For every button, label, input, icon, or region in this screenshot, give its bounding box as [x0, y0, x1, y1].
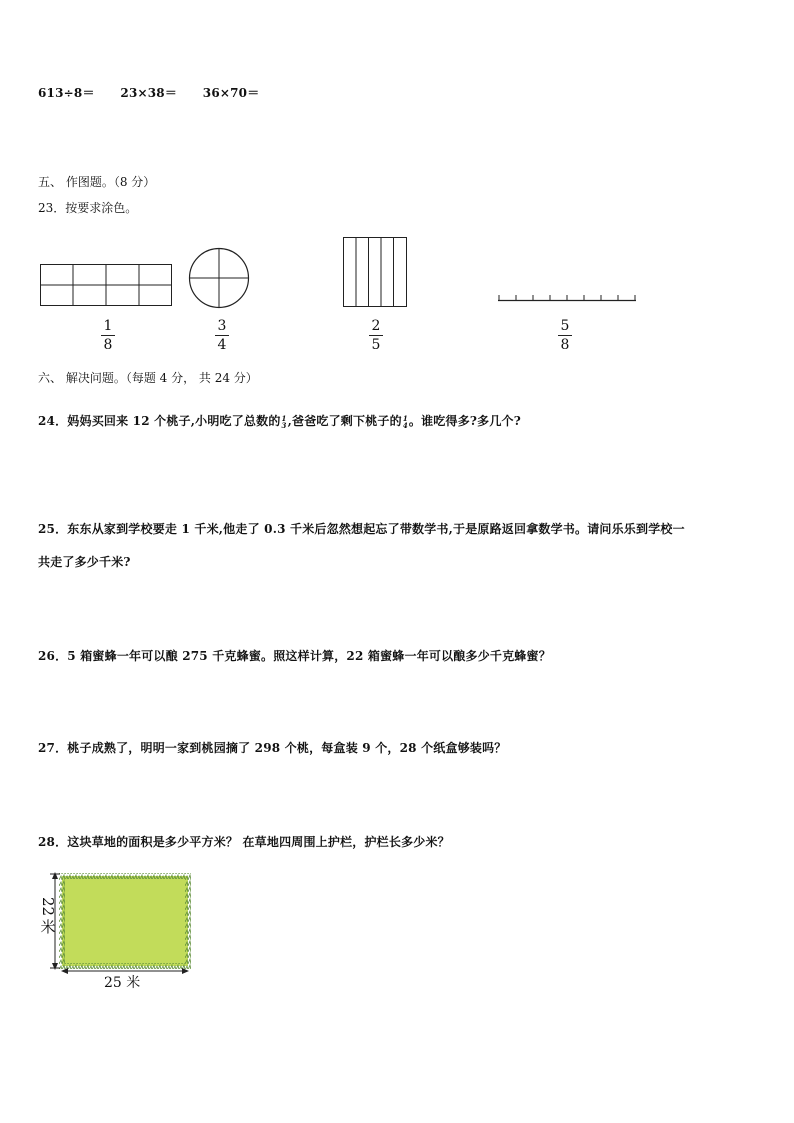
- question-25-line-2: 共走了多少千米?: [38, 555, 131, 569]
- question-27: 27．桃子成熟了，明明一家到桃园摘了 298 个桃，每盒装 9 个，28 个纸盒够装吗？: [38, 741, 507, 755]
- question-25-line-1: 25．东东从家到学校要走 1 千米,他走了 0.3 千米后忽然想起忘了带数学书,于是原路返回拿数学书。请问乐乐到学校一: [38, 522, 685, 536]
- fraction-label: [96, 318, 120, 353]
- fraction-denominator: 8: [103, 337, 113, 353]
- inline-fraction-denominator: 3: [281, 420, 287, 430]
- fraction-bar: [101, 335, 115, 336]
- fraction-numerator: 5: [560, 318, 570, 334]
- striped-rectangle-outline: [344, 238, 407, 307]
- fraction-bar: [369, 335, 383, 336]
- fraction-denominator: 4: [217, 337, 227, 353]
- q24-part1: 24．妈妈买回来 12 个桃子,小明吃了总数的: [38, 414, 281, 428]
- lawn-width-label: 25 米: [104, 975, 141, 991]
- q24-part3: 。谁吃得多?多几个?: [408, 414, 521, 428]
- inline-fraction: [403, 415, 408, 429]
- calc-item: 36×70＝: [202, 86, 260, 100]
- segmented-line-figure[interactable]: [498, 292, 638, 304]
- inline-fraction-denominator: 4: [402, 420, 408, 430]
- lawn-height-label: [40, 896, 56, 936]
- inline-fraction: [282, 415, 287, 429]
- quartered-circle-figure[interactable]: [188, 247, 250, 309]
- arrow-up-icon: [52, 872, 58, 879]
- question-28: 28．这块草地的面积是多少平方米？ 在草地四周围上护栏，护栏长多少米？: [38, 835, 450, 849]
- fraction-label: [553, 318, 577, 353]
- question-23: 23．按要求涂色。: [38, 201, 138, 215]
- section-6-title: 六、 解决问题。（每题 4 分， 共 24 分）: [38, 371, 258, 385]
- fraction-denominator: 5: [371, 337, 381, 353]
- fraction-numerator: 1: [103, 318, 113, 334]
- fraction-bar: [215, 335, 229, 336]
- question-24: [38, 412, 521, 429]
- inline-fraction-numerator: 1: [281, 413, 287, 423]
- fraction-numerator: 2: [371, 318, 381, 334]
- q24-part2: ,爸爸吃了剩下桃子的: [287, 414, 402, 428]
- fraction-bar: [558, 335, 572, 336]
- grid-rectangle-figure[interactable]: [40, 264, 172, 306]
- inline-fraction-numerator: 1: [402, 413, 408, 423]
- calc-item: 23×38＝: [120, 86, 178, 100]
- striped-rectangle-figure[interactable]: [343, 237, 407, 307]
- lawn-figure: [38, 868, 188, 986]
- calculation-row: [38, 84, 259, 101]
- section-5-title: 五、 作图题。（8 分）: [38, 175, 156, 189]
- height-unit: 米: [40, 918, 56, 936]
- fraction-denominator: 8: [560, 337, 570, 353]
- calc-item: 613÷8＝: [38, 86, 95, 100]
- question-26: 26．5 箱蜜蜂一年可以酿 275 千克蜂蜜。照这样计算，22 箱蜜蜂一年可以酿多少千克蜂蜜？: [38, 649, 551, 663]
- fraction-numerator: 3: [217, 318, 227, 334]
- segment-ticks: [499, 295, 635, 301]
- arrow-down-icon: [52, 963, 58, 970]
- lawn-area: [62, 876, 188, 966]
- height-number: 22: [39, 897, 57, 917]
- fraction-label: [210, 318, 234, 353]
- fraction-label: [364, 318, 388, 353]
